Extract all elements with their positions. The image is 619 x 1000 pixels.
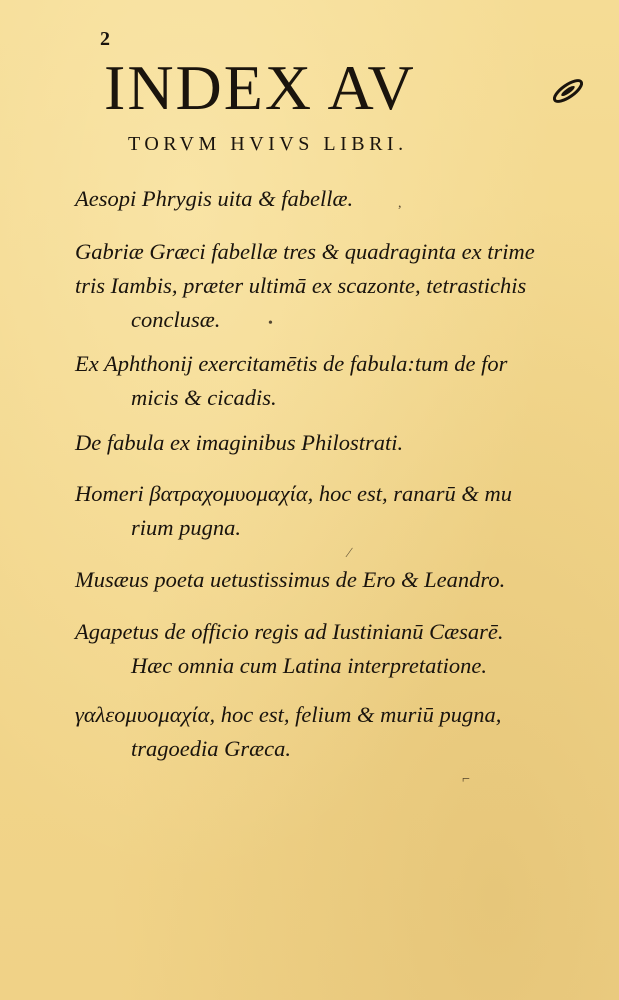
entry-line: γαλεομυομαχία, hoc est, felium & muriū pugna, bbox=[75, 702, 502, 727]
index-entry-homer bbox=[75, 477, 595, 545]
index-subtitle: TORVM HVIVS LIBRI. bbox=[128, 133, 408, 155]
entry-line: Aesopi Phrygis uita & fabellæ. bbox=[75, 186, 354, 211]
entry-line: Homeri βατραχομυομαχία, hoc est, ranarū & mu bbox=[75, 481, 513, 506]
ink-speck: ∕ bbox=[348, 546, 351, 561]
entry-line: Musæus poeta uetustissimus de Ero & Leandro. bbox=[75, 567, 506, 592]
entry-line: Ex Aphthonij exercitamētis de fabula:tum de for bbox=[75, 351, 508, 376]
index-entry-philostratus bbox=[75, 426, 595, 460]
entry-line: tragoedia Græca. bbox=[131, 736, 291, 761]
entry-line: conclusæ. bbox=[131, 307, 221, 332]
page-number: 2 bbox=[100, 28, 110, 50]
index-entry-gabrias bbox=[75, 235, 595, 337]
entry-line: Agapetus de officio regis ad Iustinianū Cæsarē. bbox=[75, 619, 504, 644]
entry-line: tris Iambis, præter ultimā ex scazonte, tetrastichis bbox=[75, 273, 527, 298]
index-entry-agapetus bbox=[75, 615, 595, 683]
ink-speck: , bbox=[398, 196, 402, 211]
entry-line: rium pugna. bbox=[131, 515, 242, 540]
ink-speck: ⌐ bbox=[462, 772, 470, 787]
decorative-ornament bbox=[548, 76, 588, 106]
entry-line: Gabriæ Græci fabellæ tres & quadraginta ex trime bbox=[75, 239, 535, 264]
index-title: INDEX AV bbox=[104, 52, 416, 123]
entry-line: De fabula ex imaginibus Philostrati. bbox=[75, 430, 404, 455]
entry-line: micis & cicadis. bbox=[131, 385, 277, 410]
index-entry-aphthonius bbox=[75, 347, 595, 415]
ink-speck: • bbox=[268, 316, 273, 331]
index-entry-aesop bbox=[75, 182, 595, 216]
index-entry-musaeus bbox=[75, 563, 595, 597]
entry-line: Hæc omnia cum Latina interpretatione. bbox=[131, 653, 488, 678]
index-entry-galeomyomachia bbox=[75, 698, 595, 766]
